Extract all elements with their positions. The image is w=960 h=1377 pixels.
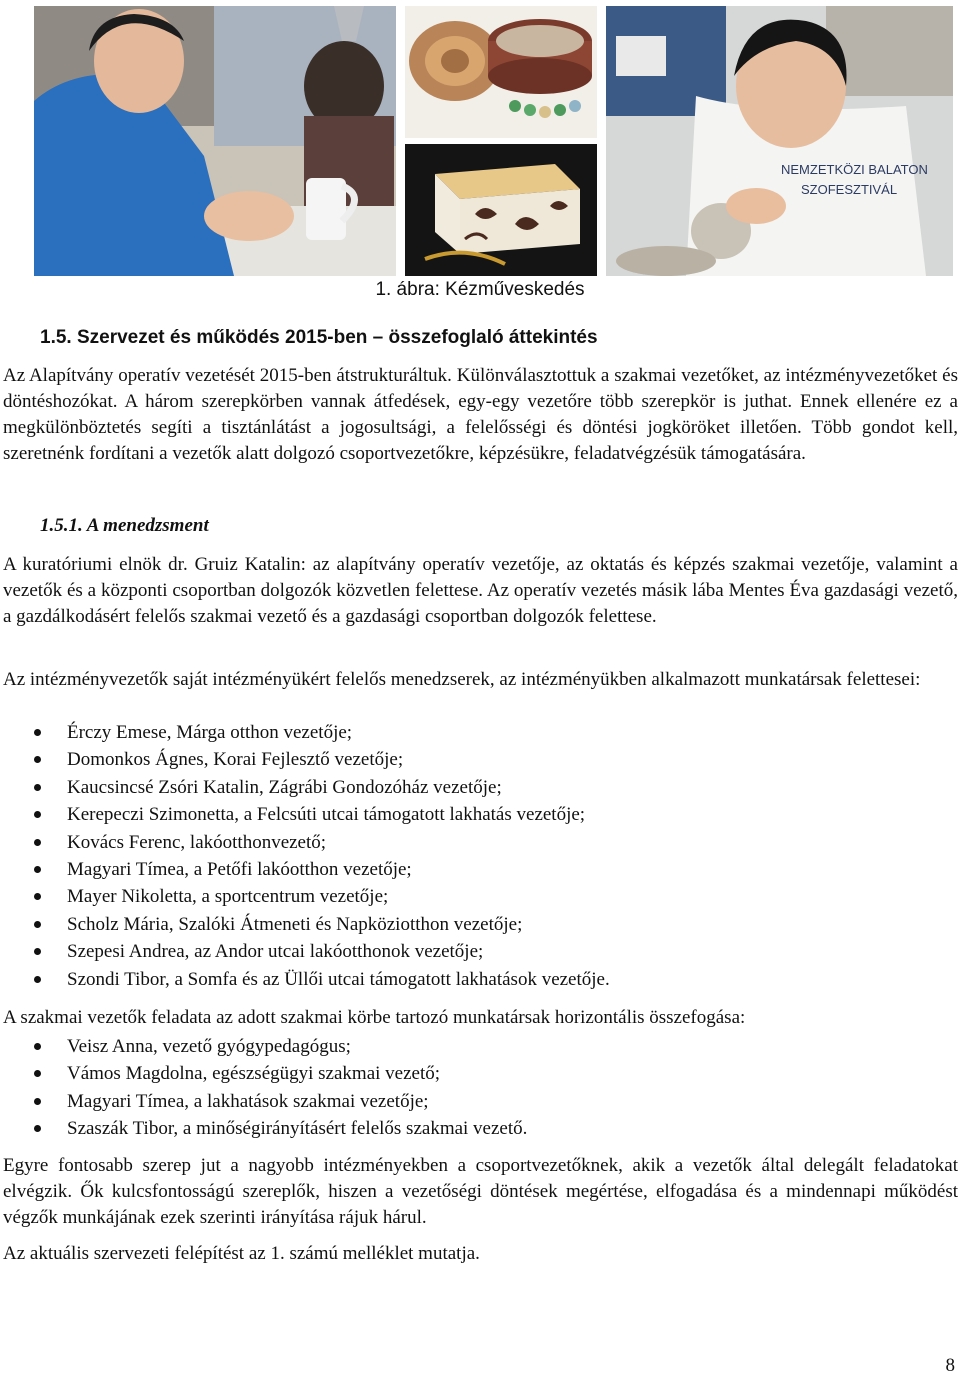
subsection-heading: 1.5.1. A menedzsment bbox=[40, 515, 209, 536]
bullet-icon bbox=[34, 948, 41, 955]
crafting-photo-pottery bbox=[606, 6, 953, 276]
list-item bbox=[0, 1088, 900, 1115]
management-paragraph: A kuratóriumi elnök dr. Gruiz Katalin: az alapítvány operatív vezetője, az oktatás és képzés szakmai vezetője, valamint a vezetők és a központi csoportban dolgozók közvetlen felettese. Az operatív vezetés másik lába Mentes Éva gazdasági vezető, a gazdálkodásért felelős szakmai vezető és a gazdasági csoportban dolgozók felettese. bbox=[3, 554, 958, 627]
list-item bbox=[0, 1060, 900, 1087]
bullet-icon bbox=[34, 1125, 41, 1132]
page-number: 8 bbox=[945, 1355, 955, 1376]
list-item-text: Magyari Tímea, a lakhatások szakmai vezetője; bbox=[67, 1090, 429, 1112]
list-item-text: Veisz Anna, vezető gyógypedagógus; bbox=[67, 1036, 351, 1057]
list-item-text: Szepesi Andrea, az Andor utcai lakóotthonok vezetője; bbox=[67, 941, 484, 963]
institution-leaders-list bbox=[0, 719, 900, 993]
list-item bbox=[0, 1115, 900, 1142]
shirt-print-line-1: NEMZETKÖZI BALATON bbox=[781, 162, 928, 177]
list-item-text: Mayer Nikoletta, a sportcentrum vezetője; bbox=[67, 886, 389, 908]
appendix-note: Az aktuális szervezeti felépítést az 1. számú melléklet mutatja. bbox=[3, 1243, 480, 1264]
figure-caption: 1. ábra: Kézműveskedés bbox=[375, 279, 585, 300]
bullet-icon bbox=[34, 921, 41, 928]
bullet-icon bbox=[34, 784, 41, 791]
list-item bbox=[0, 774, 900, 801]
list-item bbox=[0, 1033, 900, 1060]
list-item bbox=[0, 883, 900, 910]
list-item-text: Szondi Tibor, a Somfa és az Üllői utcai támogatott lakhatások vezetője. bbox=[67, 968, 610, 990]
bullet-icon bbox=[34, 866, 41, 873]
list-item-text: Kovács Ferenc, lakóotthonvezető; bbox=[67, 831, 327, 853]
list-item bbox=[0, 856, 900, 883]
crafting-photo-jewelry-bowl bbox=[405, 6, 597, 138]
list-item bbox=[0, 938, 900, 965]
crafting-photo-woman bbox=[34, 6, 396, 276]
list-item-text: Kaucsincsé Zsóri Katalin, Zágrábi Gondozóház vezetője; bbox=[67, 776, 502, 798]
list-item-text: Kerepeczi Szimonetta, a Felcsúti utcai támogatott lakhatás vezetője; bbox=[67, 804, 586, 826]
bullet-icon bbox=[34, 1043, 41, 1050]
list-item bbox=[0, 719, 900, 746]
list-item-text: Magyari Tímea, a Petőfi lakóotthon vezetője; bbox=[67, 859, 412, 881]
institution-leaders-intro: Az intézményvezetők saját intézményükért felelős menedzserek, az intézményükben alkalmazott munkatársak felettesei: bbox=[3, 669, 921, 690]
professional-leaders-intro: A szakmai vezetők feladata az adott szakmai körbe tartozó munkatársak horizontális összefogása: bbox=[3, 1007, 746, 1028]
crafting-photo-decorated-box bbox=[405, 144, 597, 276]
bullet-icon bbox=[34, 756, 41, 763]
bullet-icon bbox=[34, 1098, 41, 1105]
list-item-text: Scholz Mária, Szalóki Átmeneti és Napköziotthon vezetője; bbox=[67, 913, 523, 935]
list-item bbox=[0, 966, 900, 993]
list-item-text: Érczy Emese, Márga otthon vezetője; bbox=[67, 722, 353, 743]
bullet-icon bbox=[34, 976, 41, 983]
list-item-text: Vámos Magdolna, egészségügyi szakmai vezető; bbox=[67, 1063, 441, 1085]
section-heading: 1.5. Szervezet és működés 2015-ben – összefoglaló áttekintés bbox=[40, 327, 598, 348]
shirt-print-line-2: SZOFESZTIVÁL bbox=[801, 182, 898, 197]
group-leaders-paragraph: Egyre fontosabb szerep jut a nagyobb intézményekben a csoportvezetőknek, akik a vezetők által delegált feladatokat elvégzik. Ők kulcsfontosságú szereplők, hiszen a vezetőségi döntések megértése, elfogadása és a mindennapi működést végzők munkájának ezek szerinti irányítása rájuk hárul. bbox=[3, 1155, 958, 1228]
list-item bbox=[0, 829, 900, 856]
list-item-text: Domonkos Ágnes, Korai Fejlesztő vezetője; bbox=[67, 749, 404, 771]
list-item bbox=[0, 911, 900, 938]
list-item-text: Szaszák Tibor, a minőségirányításért felelős szakmai vezető. bbox=[67, 1118, 528, 1140]
list-item bbox=[0, 801, 900, 828]
intro-paragraph: Az Alapítvány operatív vezetését 2015-ben átstrukturáltuk. Különválasztottuk a szakmai vezetőket, az intézményvezetőket és döntéshozókat. A három szerepkörben vannak átfedések, egy-egy vezetőre több szerepkör is juthat. Ennek ellenére ez a megkülönböztetés segíti a tisztánlátást a jogosultsági, a felelősségi és döntési jogköröket illetően. Több gondot kell, szeretnénk fordítani a vezetők alatt dolgozó csoportvezetőkre, képzésükre, feladatvégzésük támogatására. bbox=[3, 365, 958, 464]
bullet-icon bbox=[34, 893, 41, 900]
bullet-icon bbox=[34, 729, 41, 736]
bullet-icon bbox=[34, 811, 41, 818]
list-item bbox=[0, 746, 900, 773]
bullet-icon bbox=[34, 1070, 41, 1077]
professional-leaders-list bbox=[0, 1033, 900, 1143]
bullet-icon bbox=[34, 839, 41, 846]
